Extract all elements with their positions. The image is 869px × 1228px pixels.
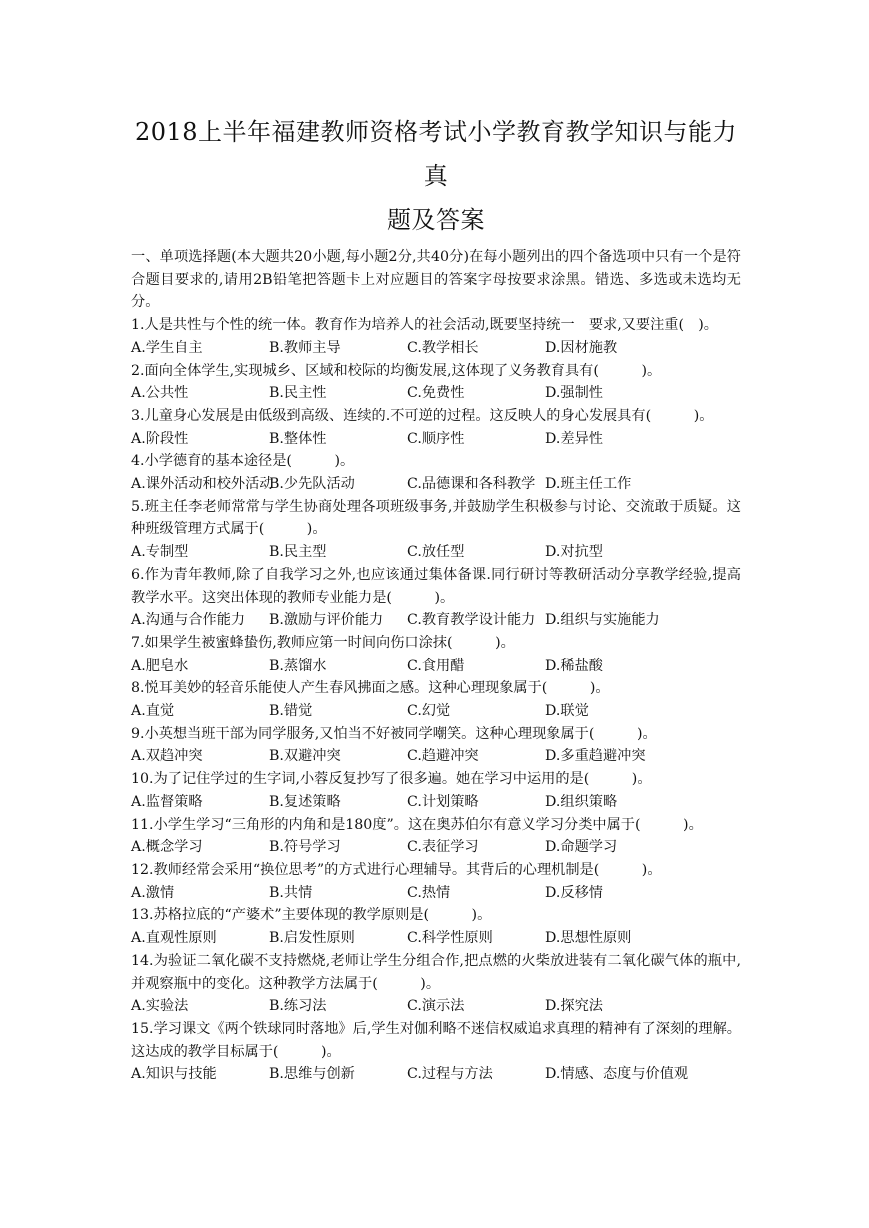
question-stem: 3.儿童身心发展是由低级到高级、连续的.不可逆的过程。这反映人的身心发展具有( )。 [131, 407, 714, 424]
option-d: D.因材施教 [545, 339, 618, 356]
option-d: D.稀盐酸 [545, 657, 603, 674]
option-b: B.符号学习 [269, 839, 341, 856]
option-a: A.激情 [131, 884, 175, 901]
option-c: C.过程与方法 [407, 1066, 493, 1083]
option-a: A.双趋冲突 [131, 748, 203, 765]
option-c: C.趋避冲突 [407, 748, 479, 765]
question-options [131, 882, 741, 905]
option-b: B.共情 [269, 884, 313, 901]
question-options [131, 700, 741, 723]
option-d: D.强制性 [545, 385, 603, 402]
option-a: A.知识与技能 [131, 1066, 217, 1083]
option-a: A.直觉 [131, 703, 175, 720]
option-c: C.教育教学设计能力 [407, 612, 536, 629]
option-d: D.多重趋避冲突 [545, 748, 646, 765]
option-d: D.情感、态度与价值观 [545, 1066, 689, 1083]
option-d: D.班主任工作 [545, 476, 632, 493]
option-a: A.监督策略 [131, 793, 203, 810]
option-b: B.少先队活动 [269, 476, 355, 493]
option-c: C.放任型 [407, 544, 465, 561]
option-b: B.练习法 [269, 998, 327, 1015]
option-a: A.阶段性 [131, 430, 189, 447]
option-b: B.思维与创新 [269, 1066, 355, 1083]
section-instructions: 一、单项选择题(本大题共20小题,每小题2分,共40分)在每小题列出的四个备选项中只有一个是符合题目要求的,请用2B铅笔把答题卡上对应题目的答案字母按要求涂黑。错选、多选或未选均无分。 [131, 249, 741, 311]
question-stem: 15.学习课文《两个铁球同时落地》后,学生对伽利略不迷信权威追求真理的精神有了深刻的理解。这达成的教学目标属于( )。 [131, 1020, 741, 1060]
option-d: D.命题学习 [545, 839, 618, 856]
question-stem: 8.悦耳美妙的轻音乐能使人产生春风拂面之感。这种心理现象属于( )。 [131, 680, 610, 697]
question-stem: 11.小学生学习“三角形的内角和是180度”。这在奥苏伯尔有意义学习分类中属于( )。 [131, 816, 703, 833]
option-a: A.实验法 [131, 998, 189, 1015]
question-stem: 2.面向全体学生,实现城乡、区域和校际的均衡发展,这体现了义务教育具有( )。 [131, 362, 662, 379]
question-options [131, 836, 741, 859]
option-a: A.专制型 [131, 544, 189, 561]
option-c: C.热情 [407, 884, 451, 901]
question-options [131, 1063, 741, 1086]
question-stem: 1.人是共性与个性的统一体。教育作为培养人的社会活动,既要坚持统一 要求,又要注重( )。 [131, 317, 718, 334]
option-c: C.科学性原则 [407, 930, 493, 947]
option-c: C.品德课和各科教学 [407, 476, 536, 493]
question-options [131, 927, 741, 950]
question-options [131, 382, 741, 405]
option-d: D.思想性原则 [545, 930, 632, 947]
option-b: B.蒸馏水 [269, 657, 327, 674]
question-options [131, 655, 741, 678]
question-stem: 10.为了记住学过的生字词,小蓉反复抄写了很多遍。她在学习中运用的是( )。 [131, 771, 652, 788]
option-c: C.顺序性 [407, 430, 465, 447]
option-d: D.对抗型 [545, 544, 603, 561]
option-b: B.启发性原则 [269, 930, 355, 947]
option-b: B.激励与评价能力 [269, 612, 384, 629]
option-b: B.民主型 [269, 544, 327, 561]
option-a: A.概念学习 [131, 839, 203, 856]
option-b: B.复述策略 [269, 793, 341, 810]
question-options [131, 609, 741, 632]
option-a: A.学生自主 [131, 339, 203, 356]
question-options [131, 541, 741, 564]
option-a: A.直观性原则 [131, 930, 217, 947]
option-a: A.肥皂水 [131, 657, 189, 674]
option-b: B.民主性 [269, 385, 327, 402]
document-title-line-1: 2018上半年福建教师资格考试小学教育教学知识与能力真 [134, 118, 738, 190]
option-d: D.联觉 [545, 703, 589, 720]
option-b: B.错觉 [269, 703, 313, 720]
option-b: B.教师主导 [269, 339, 341, 356]
question-stem: 4.小学德育的基本途径是( )。 [131, 453, 355, 470]
option-d: D.组织策略 [545, 793, 618, 810]
question-options [131, 473, 741, 496]
option-a: A.课外活动和校外活动 [131, 476, 274, 493]
question-list [131, 314, 741, 1086]
option-d: D.组织与实施能力 [545, 612, 660, 629]
question-stem: 13.苏格拉底的“产婆术”主要体现的教学原则是( )。 [131, 907, 492, 924]
option-c: C.教学相长 [407, 339, 479, 356]
option-a: A.沟通与合作能力 [131, 612, 246, 629]
question-stem: 6.作为青年教师,除了自我学习之外,也应该通过集体备课.同行研讨等教研活动分享教学经验,提高教学水平。这突出体现的教师专业能力是( )。 [131, 566, 741, 606]
question-options [131, 995, 741, 1018]
option-b: B.双避冲突 [269, 748, 341, 765]
question-stem: 9.小英想当班干部为同学服务,又怕当不好被同学嘲笑。这种心理现象属于( )。 [131, 725, 657, 742]
question-stem: 5.班主任李老师常常与学生协商处理各项班级事务,并鼓励学生积极参与讨论、交流敢于质疑。这种班级管理方式属于( )。 [131, 498, 741, 538]
question-options [131, 428, 741, 451]
option-d: D.探究法 [545, 998, 603, 1015]
option-c: C.演示法 [407, 998, 465, 1015]
question-stem: 7.如果学生被蜜蜂蛰伤,教师应第一时间向伤口涂抹( )。 [131, 634, 515, 651]
option-c: C.免费性 [407, 385, 465, 402]
option-c: C.计划策略 [407, 793, 479, 810]
option-d: D.反移情 [545, 884, 603, 901]
option-d: D.差异性 [545, 430, 603, 447]
question-options [131, 745, 741, 768]
question-options [131, 791, 741, 814]
option-b: B.整体性 [269, 430, 327, 447]
document-title-line-2: 题及答案 [387, 206, 485, 234]
option-c: C.食用醋 [407, 657, 465, 674]
document-page [131, 110, 741, 1086]
option-c: C.幻觉 [407, 703, 451, 720]
question-stem: 14.为验证二氧化碳不支持燃烧,老师让学生分组合作,把点燃的火柴放进装有二氧化碳气体的瓶中,并观察瓶中的变化。这种教学方法属于( )。 [131, 952, 741, 992]
option-c: C.表征学习 [407, 839, 479, 856]
question-options [131, 337, 741, 360]
option-a: A.公共性 [131, 385, 189, 402]
question-stem: 12.教师经常会采用“换位思考”的方式进行心理辅导。其背后的心理机制是( )。 [131, 861, 662, 878]
